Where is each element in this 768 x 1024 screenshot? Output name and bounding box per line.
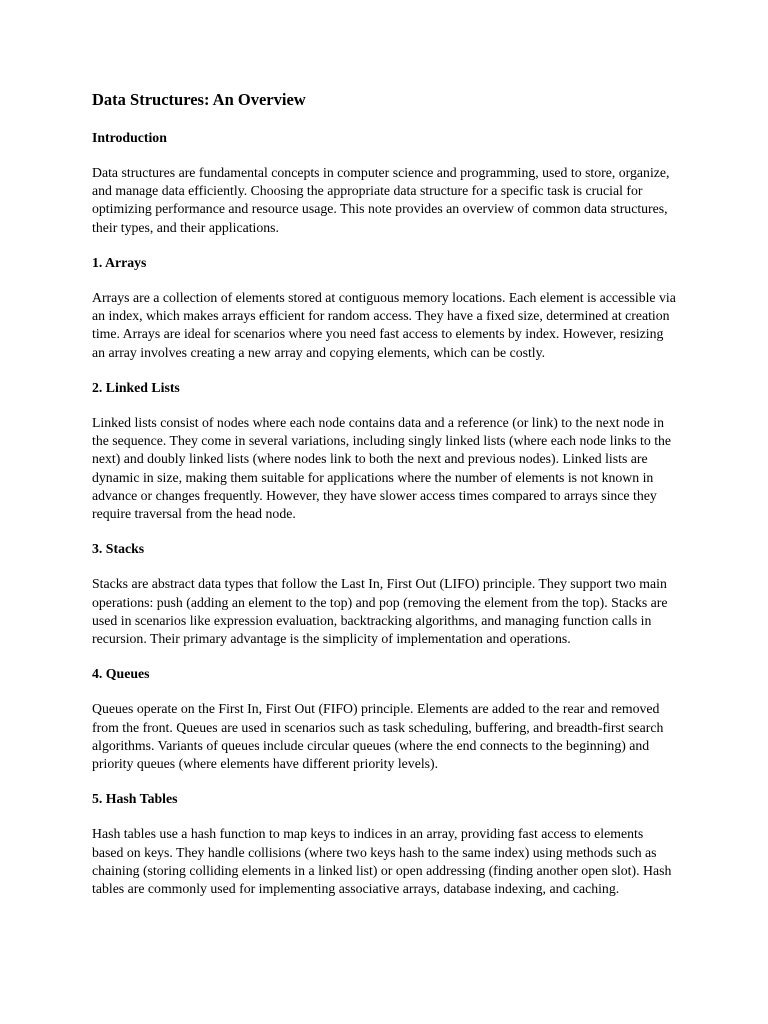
section-hash-tables	[92, 790, 678, 898]
section-body-linked-lists: Linked lists consist of nodes where each node contains data and a reference (or link) to the next node in the sequence. They come in several variations, including singly linked lists (where each node links to the next) and doubly linked lists (where nodes link to both the next and previous nodes). Linked lists are dynamic in size, making them suitable for applications where the number of elements is not known in advance or changes frequently. However, they have slower access times compared to arrays since they require traversal from the head node.	[92, 415, 672, 522]
document-title: Data Structures: An Overview	[92, 90, 306, 109]
section-heading-stacks: 3. Stacks	[92, 541, 145, 557]
section-body-hash-tables: Hash tables use a hash function to map keys to indices in an array, providing fast access to elements based on keys. They handle collisions (where two keys hash to the same index) using methods such as chaining (storing colliding elements in a linked list) or open addressing (finding another open slot). Hash tables are commonly used for implementing associative arrays, database indexing, and caching.	[92, 826, 672, 897]
section-queues	[92, 665, 678, 773]
section-body-stacks: Stacks are abstract data types that follow the Last In, First Out (LIFO) principle. They support two main operations: push (adding an element to the top) and pop (removing the element from the top). Stacks are used in scenarios like expression evaluation, backtracking algorithms, and managing function calls in recursion. Their primary advantage is the simplicity of implementation and operations.	[92, 576, 668, 647]
section-heading-introduction: Introduction	[92, 129, 167, 145]
section-stacks	[92, 540, 678, 648]
section-body-queues: Queues operate on the First In, First Out (FIFO) principle. Elements are added to the rear and removed from the front. Queues are used in scenarios such as task scheduling, buffering, and breadth-first search algorithms. Variants of queues include circular queues (where the end connects to the beginning) and priority queues (where elements have different priority levels).	[92, 701, 664, 772]
section-arrays	[92, 254, 678, 362]
section-introduction	[92, 129, 678, 237]
section-heading-queues: 4. Queues	[92, 666, 150, 682]
section-body-arrays: Arrays are a collection of elements stored at contiguous memory locations. Each element is accessible via an index, which makes arrays efficient for random access. They have a fixed size, determined at creation time. Arrays are ideal for scenarios where you need fast access to elements by index. However, resizing an array involves creating a new array and copying elements, which can be costly.	[92, 290, 676, 360]
document-content	[92, 0, 678, 915]
section-heading-linked-lists: 2. Linked Lists	[92, 379, 180, 395]
section-heading-arrays: 1. Arrays	[92, 254, 147, 270]
section-body-introduction: Data structures are fundamental concepts in computer science and programming, used to store, organize, and manage data efficiently. Choosing the appropriate data structure for a specific task is crucial for optimizing performance and resource usage. This note provides an overview of common data structures, their types, and their applications.	[92, 165, 670, 235]
section-heading-hash-tables: 5. Hash Tables	[92, 791, 178, 807]
section-linked-lists	[92, 379, 678, 523]
